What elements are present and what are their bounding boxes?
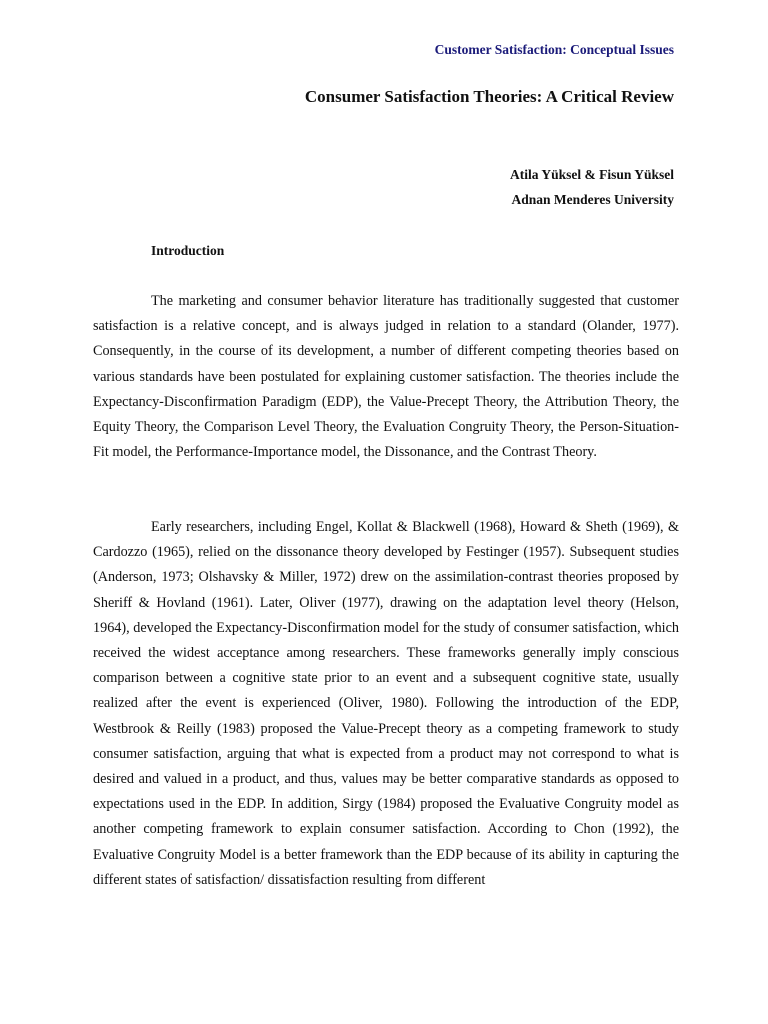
body-paragraph: The marketing and consumer behavior literature has traditionally suggested that customer satisfaction is a relative concept, and is always judged in relation to a standard (Olander, 1977). Consequently, in the course of its development, a number of different competing theories based on various standards have been postulated for explaining customer satisfaction. The theories include the Expectancy-Disconfirmation Paradigm (EDP), the Value-Precept Theory, the Attribution Theory, the Equity Theory, the Comparison Level Theory, the Evaluation Congruity Theory, the Person-Situation-Fit model, the Performance-Importance model, the Dissonance, and the Contrast Theory. xyxy=(93,293,679,461)
author-affiliation: Adnan Menderes University xyxy=(511,192,674,207)
article-title: Consumer Satisfaction Theories: A Critical Review xyxy=(304,87,674,106)
body-paragraph: Early researchers, including Engel, Kollat & Blackwell (1968), Howard & Sheth (1969), & Cardozzo (1965), relied on the dissonance theory developed by Festinger (1957). Subsequent studies (Anderson, 1973; Olshavsky & Miller, 1972) drew on the assimilation-contrast theories proposed by Sheriff & Hovland (1961). Later, Oliver (1977), drawing on the adaptation level theory (Helson, 1964), developed the Expectancy-Disconfirmation model for the study of consumer satisfaction, which received the widest acceptance among researchers. These frameworks generally imply conscious comparison between a cognitive state prior to an event and a subsequent cognitive state, usually realized after the event is experienced (Oliver, 1980). Following the introduction of the EDP, Westbrook & Reilly (1983) proposed the Value-Precept theory as a competing framework to study consumer satisfaction, arguing that what is expected from a product may not correspond to what is desired and valued in a product, and thus, values may be better comparative standards as opposed to expectations used in the EDP. In addition, Sirgy (1984) proposed the Evaluative Congruity model as another competing framework to explain consumer satisfaction. According to Chon (1992), the Evaluative Congruity Model is a better framework than the EDP because of its ability in capturing the different states of satisfaction/ dissatisfaction resulting from different xyxy=(93,519,679,888)
article-authors: Atila Yüksel & Fisun Yüksel xyxy=(509,167,674,182)
running-header: Customer Satisfaction: Conceptual Issues xyxy=(434,42,674,57)
section-heading: Introduction xyxy=(151,243,225,258)
